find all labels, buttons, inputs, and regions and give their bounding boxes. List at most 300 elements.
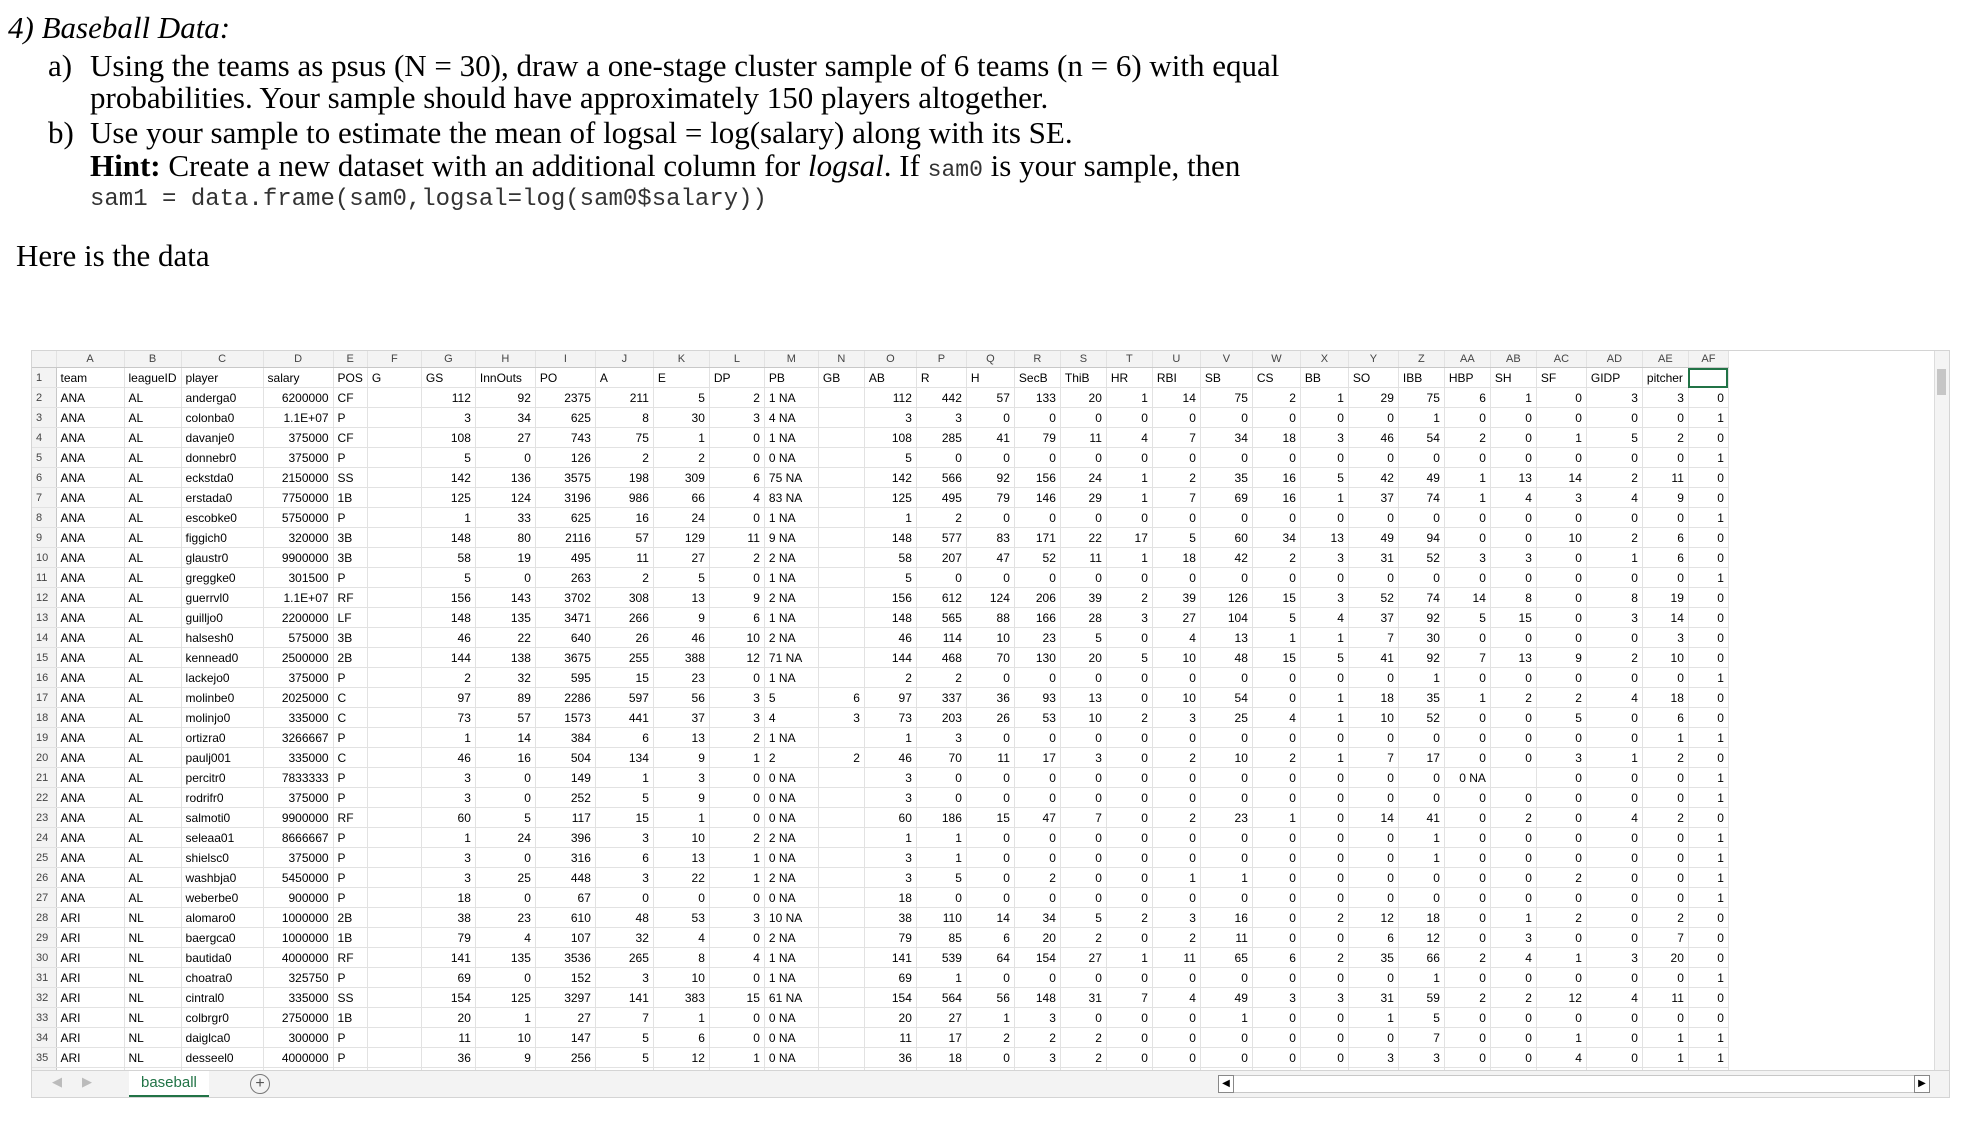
table-cell[interactable]: 375000 xyxy=(263,428,333,448)
table-cell[interactable]: 5 xyxy=(1300,648,1348,668)
table-cell[interactable]: colbrgr0 xyxy=(181,1008,263,1028)
table-cell[interactable]: 0 xyxy=(1490,508,1536,528)
table-cell[interactable]: 92 xyxy=(966,468,1014,488)
table-cell[interactable]: 0 xyxy=(1014,448,1060,468)
table-cell[interactable]: 255 xyxy=(595,648,653,668)
spreadsheet-grid[interactable] xyxy=(32,351,1729,1088)
table-cell[interactable]: 7750000 xyxy=(263,488,333,508)
table-cell[interactable]: 11 xyxy=(1642,988,1688,1008)
table-cell[interactable]: 564 xyxy=(916,988,966,1008)
table-cell[interactable]: AL xyxy=(124,868,181,888)
table-cell[interactable] xyxy=(367,908,421,928)
table-cell[interactable]: 3575 xyxy=(535,468,595,488)
table-cell[interactable]: daiglca0 xyxy=(181,1028,263,1048)
table-cell[interactable]: 141 xyxy=(421,948,475,968)
table-cell[interactable]: 0 xyxy=(966,788,1014,808)
table-cell[interactable]: 0 xyxy=(1014,568,1060,588)
table-cell[interactable]: 42 xyxy=(1200,548,1252,568)
table-cell[interactable]: 11 xyxy=(864,1028,916,1048)
table-cell[interactable]: 0 xyxy=(1490,408,1536,428)
table-cell[interactable]: 2116 xyxy=(535,528,595,548)
table-cell[interactable]: donnebr0 xyxy=(181,448,263,468)
table-cell[interactable]: 0 xyxy=(1252,908,1300,928)
table-cell[interactable]: 2 xyxy=(1490,988,1536,1008)
table-cell[interactable]: 1 xyxy=(966,1008,1014,1028)
table-cell[interactable]: colonba0 xyxy=(181,408,263,428)
table-cell[interactable]: 20 xyxy=(864,1008,916,1028)
table-cell[interactable]: 0 xyxy=(1252,828,1300,848)
table-cell[interactable]: 5 xyxy=(653,568,709,588)
table-cell[interactable]: 252 xyxy=(535,788,595,808)
table-cell[interactable]: 46 xyxy=(653,628,709,648)
row-number[interactable]: 31 xyxy=(32,968,56,988)
table-cell[interactable]: AL xyxy=(124,528,181,548)
table-cell[interactable]: 3B xyxy=(333,628,367,648)
table-cell[interactable]: ANA xyxy=(56,788,124,808)
table-cell[interactable]: 265 xyxy=(595,948,653,968)
table-cell[interactable]: 3 xyxy=(1586,388,1642,408)
table-cell[interactable]: 1 xyxy=(1490,908,1536,928)
table-cell[interactable] xyxy=(367,568,421,588)
table-cell[interactable]: halsesh0 xyxy=(181,628,263,648)
table-cell[interactable]: 0 xyxy=(709,768,764,788)
table-cell[interactable]: 0 xyxy=(1688,928,1728,948)
table-cell[interactable]: 141 xyxy=(864,948,916,968)
table-cell[interactable]: 10 xyxy=(653,828,709,848)
table-cell[interactable]: 0 xyxy=(1586,968,1642,988)
table-cell[interactable]: 2 xyxy=(1536,688,1586,708)
table-cell[interactable]: 577 xyxy=(916,528,966,548)
table-cell[interactable]: 0 xyxy=(1688,908,1728,928)
table-cell[interactable]: 0 xyxy=(1152,448,1200,468)
table-cell[interactable]: 0 xyxy=(1014,768,1060,788)
table-cell[interactable]: 22 xyxy=(475,628,535,648)
table-cell[interactable]: 79 xyxy=(421,928,475,948)
row-number[interactable]: 20 xyxy=(32,748,56,768)
table-cell[interactable]: 0 xyxy=(1348,828,1398,848)
table-cell[interactable]: 4 xyxy=(1586,988,1642,1008)
table-cell[interactable]: 16 xyxy=(475,748,535,768)
table-cell[interactable]: P xyxy=(333,448,367,468)
table-cell[interactable]: 83 NA xyxy=(764,488,818,508)
table-cell[interactable]: 0 xyxy=(1586,628,1642,648)
table-cell[interactable]: 8 xyxy=(653,948,709,968)
table-cell[interactable]: 6 xyxy=(1642,548,1688,568)
table-cell[interactable]: 11 xyxy=(421,1028,475,1048)
table-cell[interactable]: 0 xyxy=(1106,768,1152,788)
table-cell[interactable]: 0 xyxy=(709,668,764,688)
table-cell[interactable]: 0 xyxy=(1348,668,1398,688)
table-cell[interactable]: 0 xyxy=(1106,448,1152,468)
table-cell[interactable]: 495 xyxy=(535,548,595,568)
table-cell[interactable]: 0 xyxy=(1536,768,1586,788)
header-cell[interactable]: HBP xyxy=(1444,368,1490,388)
table-cell[interactable]: 114 xyxy=(916,628,966,648)
table-cell[interactable]: 3 xyxy=(1060,748,1106,768)
row-number[interactable]: 34 xyxy=(32,1028,56,1048)
table-cell[interactable]: 0 xyxy=(1252,848,1300,868)
table-cell[interactable]: 3 xyxy=(421,848,475,868)
table-cell[interactable]: 12 xyxy=(709,648,764,668)
table-cell[interactable]: 375000 xyxy=(263,448,333,468)
table-cell[interactable]: 1 xyxy=(653,1008,709,1028)
table-cell[interactable]: 0 xyxy=(1152,968,1200,988)
table-cell[interactable]: ANA xyxy=(56,668,124,688)
table-cell[interactable]: 3 xyxy=(1398,1048,1444,1068)
table-cell[interactable]: 2 xyxy=(1060,1028,1106,1048)
table-cell[interactable]: 0 xyxy=(1300,848,1348,868)
table-cell[interactable]: 0 xyxy=(1444,708,1490,728)
table-cell[interactable]: P xyxy=(333,408,367,428)
table-cell[interactable]: 2 NA xyxy=(764,628,818,648)
table-cell[interactable]: 2 xyxy=(1586,648,1642,668)
table-cell[interactable]: 1 xyxy=(1536,428,1586,448)
table-cell[interactable]: 0 xyxy=(1536,568,1586,588)
table-cell[interactable]: 59 xyxy=(1398,988,1444,1008)
table-cell[interactable]: 2 xyxy=(1536,908,1586,928)
table-cell[interactable]: 0 xyxy=(709,928,764,948)
table-cell[interactable]: 0 xyxy=(1060,568,1106,588)
table-cell[interactable]: 75 xyxy=(595,428,653,448)
table-cell[interactable] xyxy=(367,428,421,448)
table-cell[interactable]: 0 xyxy=(1252,928,1300,948)
table-cell[interactable]: 0 xyxy=(1106,668,1152,688)
table-cell[interactable]: 256 xyxy=(535,1048,595,1068)
table-cell[interactable]: 3 xyxy=(1300,548,1348,568)
table-cell[interactable]: ANA xyxy=(56,488,124,508)
table-cell[interactable]: 2 NA xyxy=(764,548,818,568)
table-cell[interactable]: 17 xyxy=(1398,748,1444,768)
table-cell[interactable]: 10 xyxy=(1152,648,1200,668)
table-cell[interactable]: 67 xyxy=(535,888,595,908)
table-cell[interactable]: 0 xyxy=(1536,808,1586,828)
table-cell[interactable]: 97 xyxy=(864,688,916,708)
table-cell[interactable]: 0 xyxy=(1398,768,1444,788)
table-cell[interactable]: 14 xyxy=(1536,468,1586,488)
table-cell[interactable]: 1 xyxy=(1688,448,1728,468)
table-cell[interactable]: AL xyxy=(124,788,181,808)
table-cell[interactable] xyxy=(367,1028,421,1048)
table-cell[interactable]: CF xyxy=(333,428,367,448)
table-cell[interactable]: 1.1E+07 xyxy=(263,408,333,428)
table-cell[interactable]: 0 xyxy=(966,408,1014,428)
table-cell[interactable]: 0 xyxy=(1106,688,1152,708)
table-cell[interactable]: 18 xyxy=(916,1048,966,1068)
table-cell[interactable]: 1 xyxy=(653,808,709,828)
table-cell[interactable]: 1 xyxy=(1200,868,1252,888)
table-cell[interactable]: 0 xyxy=(709,968,764,988)
table-cell[interactable]: 2 xyxy=(1300,948,1348,968)
table-cell[interactable] xyxy=(818,848,864,868)
table-cell[interactable]: 0 xyxy=(1490,968,1536,988)
table-cell[interactable]: 73 xyxy=(421,708,475,728)
table-cell[interactable]: 539 xyxy=(916,948,966,968)
table-cell[interactable]: 5 xyxy=(1106,648,1152,668)
table-cell[interactable]: 147 xyxy=(535,1028,595,1048)
table-cell[interactable]: ANA xyxy=(56,628,124,648)
scroll-right-icon[interactable]: ▶ xyxy=(1914,1075,1930,1093)
table-cell[interactable]: 0 xyxy=(1106,808,1152,828)
table-cell[interactable]: 2 xyxy=(1444,948,1490,968)
table-cell[interactable]: 4 xyxy=(1586,808,1642,828)
table-cell[interactable]: 4000000 xyxy=(263,948,333,968)
table-cell[interactable]: 0 xyxy=(1348,508,1398,528)
table-cell[interactable]: 625 xyxy=(535,408,595,428)
row-number[interactable]: 3 xyxy=(32,408,56,428)
table-cell[interactable]: 335000 xyxy=(263,988,333,1008)
table-cell[interactable]: 22 xyxy=(1060,528,1106,548)
table-cell[interactable]: 12 xyxy=(1536,988,1586,1008)
table-cell[interactable]: 0 xyxy=(1586,568,1642,588)
table-cell[interactable]: 1 xyxy=(1688,508,1728,528)
table-cell[interactable]: 0 xyxy=(1106,508,1152,528)
table-cell[interactable]: 5 xyxy=(1060,908,1106,928)
table-cell[interactable]: 0 xyxy=(1252,768,1300,788)
header-cell[interactable]: SB xyxy=(1200,368,1252,388)
table-cell[interactable]: 171 xyxy=(1014,528,1060,548)
table-cell[interactable]: 0 xyxy=(1490,748,1536,768)
table-cell[interactable]: 110 xyxy=(916,908,966,928)
table-cell[interactable] xyxy=(367,408,421,428)
table-cell[interactable]: shielsc0 xyxy=(181,848,263,868)
table-cell[interactable]: 12 xyxy=(1348,908,1398,928)
table-cell[interactable]: 0 xyxy=(1252,688,1300,708)
table-cell[interactable]: 15 xyxy=(1252,588,1300,608)
table-cell[interactable]: 1 xyxy=(1586,548,1642,568)
table-cell[interactable]: 39 xyxy=(1152,588,1200,608)
table-cell[interactable]: 0 xyxy=(1490,448,1536,468)
table-cell[interactable]: 2 xyxy=(764,748,818,768)
table-cell[interactable]: 65 xyxy=(1200,948,1252,968)
row-number[interactable]: 12 xyxy=(32,588,56,608)
table-cell[interactable]: 144 xyxy=(864,648,916,668)
table-cell[interactable]: 4000000 xyxy=(263,1048,333,1068)
table-cell[interactable]: 148 xyxy=(1014,988,1060,1008)
table-cell[interactable] xyxy=(1490,768,1536,788)
table-cell[interactable]: 0 xyxy=(1536,448,1586,468)
row-number[interactable]: 2 xyxy=(32,388,56,408)
table-cell[interactable]: 0 xyxy=(1536,628,1586,648)
table-cell[interactable]: lackejo0 xyxy=(181,668,263,688)
table-cell[interactable]: 5450000 xyxy=(263,868,333,888)
table-cell[interactable]: 309 xyxy=(653,468,709,488)
table-cell[interactable]: 10 xyxy=(1152,688,1200,708)
table-cell[interactable]: 1573 xyxy=(535,708,595,728)
table-cell[interactable]: 0 xyxy=(1490,1028,1536,1048)
table-cell[interactable]: 3 xyxy=(1536,748,1586,768)
table-cell[interactable]: 41 xyxy=(1398,808,1444,828)
table-cell[interactable]: 0 xyxy=(916,768,966,788)
table-cell[interactable]: 8 xyxy=(1586,588,1642,608)
table-cell[interactable]: 5 xyxy=(475,808,535,828)
table-cell[interactable]: P xyxy=(333,848,367,868)
table-cell[interactable]: 0 xyxy=(1300,868,1348,888)
table-cell[interactable]: 0 xyxy=(1586,408,1642,428)
table-cell[interactable]: 1 xyxy=(1642,1028,1688,1048)
table-cell[interactable]: AL xyxy=(124,408,181,428)
table-cell[interactable]: 1 xyxy=(1586,748,1642,768)
table-cell[interactable]: 107 xyxy=(535,928,595,948)
table-cell[interactable]: 156 xyxy=(1014,468,1060,488)
table-cell[interactable]: 2 xyxy=(818,748,864,768)
table-cell[interactable]: 0 xyxy=(709,428,764,448)
table-cell[interactable]: 0 xyxy=(1688,548,1728,568)
table-cell[interactable]: 60 xyxy=(864,808,916,828)
table-cell[interactable]: baergca0 xyxy=(181,928,263,948)
table-cell[interactable]: 48 xyxy=(595,908,653,928)
table-cell[interactable]: 3 xyxy=(709,688,764,708)
table-cell[interactable]: 0 xyxy=(653,888,709,908)
table-cell[interactable]: 0 xyxy=(1152,888,1200,908)
table-cell[interactable]: 3 xyxy=(1586,608,1642,628)
table-cell[interactable]: 54 xyxy=(1200,688,1252,708)
table-cell[interactable]: 0 NA xyxy=(764,1008,818,1028)
row-number[interactable]: 24 xyxy=(32,828,56,848)
table-cell[interactable]: 0 xyxy=(1200,888,1252,908)
table-cell[interactable] xyxy=(367,808,421,828)
table-cell[interactable]: 0 xyxy=(966,828,1014,848)
table-cell[interactable]: 3B xyxy=(333,548,367,568)
table-cell[interactable]: 0 xyxy=(1252,788,1300,808)
table-cell[interactable]: 0 xyxy=(1688,608,1728,628)
table-cell[interactable]: 3 xyxy=(421,788,475,808)
table-cell[interactable]: 5 xyxy=(864,448,916,468)
table-cell[interactable]: 2 xyxy=(1014,868,1060,888)
table-cell[interactable]: 54 xyxy=(1398,428,1444,448)
table-cell[interactable]: NL xyxy=(124,908,181,928)
table-cell[interactable]: 2 xyxy=(1106,908,1152,928)
table-cell[interactable]: 149 xyxy=(535,768,595,788)
table-cell[interactable]: 0 xyxy=(1444,528,1490,548)
table-cell[interactable]: 69 xyxy=(421,968,475,988)
table-cell[interactable]: 1 NA xyxy=(764,568,818,588)
table-cell[interactable]: 1 xyxy=(916,968,966,988)
table-cell[interactable]: 0 xyxy=(1586,848,1642,868)
table-cell[interactable]: SS xyxy=(333,468,367,488)
table-cell[interactable]: 388 xyxy=(653,648,709,668)
table-cell[interactable] xyxy=(818,1008,864,1028)
table-cell[interactable]: 3 xyxy=(1300,988,1348,1008)
table-cell[interactable]: 3 xyxy=(1444,548,1490,568)
table-cell[interactable] xyxy=(818,828,864,848)
table-cell[interactable]: 0 xyxy=(1586,1048,1642,1068)
table-cell[interactable]: 1 xyxy=(421,508,475,528)
table-cell[interactable]: 1 xyxy=(1106,488,1152,508)
table-cell[interactable]: 0 xyxy=(1536,588,1586,608)
table-cell[interactable] xyxy=(818,608,864,628)
table-cell[interactable]: 2 xyxy=(709,548,764,568)
table-cell[interactable]: 108 xyxy=(864,428,916,448)
table-cell[interactable]: 108 xyxy=(421,428,475,448)
table-cell[interactable]: 61 NA xyxy=(764,988,818,1008)
table-cell[interactable]: 0 xyxy=(1300,728,1348,748)
table-cell[interactable]: 1 xyxy=(1688,868,1728,888)
row-number[interactable]: 10 xyxy=(32,548,56,568)
table-cell[interactable]: 126 xyxy=(1200,588,1252,608)
table-cell[interactable]: 0 xyxy=(1106,748,1152,768)
table-cell[interactable]: 9 xyxy=(653,608,709,628)
table-cell[interactable]: 130 xyxy=(1014,648,1060,668)
table-cell[interactable]: NL xyxy=(124,1048,181,1068)
table-cell[interactable]: 148 xyxy=(421,608,475,628)
table-cell[interactable]: 0 xyxy=(1536,788,1586,808)
table-cell[interactable]: 148 xyxy=(864,528,916,548)
table-cell[interactable]: 11 xyxy=(595,548,653,568)
table-cell[interactable]: 0 xyxy=(1536,608,1586,628)
table-cell[interactable]: 143 xyxy=(475,588,535,608)
table-cell[interactable]: 442 xyxy=(916,388,966,408)
column-letter[interactable]: X xyxy=(1300,351,1348,368)
table-cell[interactable]: 14 xyxy=(966,908,1014,928)
table-cell[interactable]: 52 xyxy=(1014,548,1060,568)
table-cell[interactable]: AL xyxy=(124,608,181,628)
table-cell[interactable]: LF xyxy=(333,608,367,628)
table-cell[interactable] xyxy=(818,388,864,408)
vertical-scroll-thumb[interactable] xyxy=(1937,369,1946,395)
table-cell[interactable]: 3 xyxy=(916,728,966,748)
table-cell[interactable] xyxy=(818,408,864,428)
header-cell[interactable]: CS xyxy=(1252,368,1300,388)
table-cell[interactable]: 0 xyxy=(1060,848,1106,868)
table-cell[interactable]: 0 xyxy=(1200,408,1252,428)
table-cell[interactable]: 0 NA xyxy=(764,1028,818,1048)
header-cell[interactable]: POS xyxy=(333,368,367,388)
table-cell[interactable]: 0 xyxy=(1444,628,1490,648)
table-cell[interactable]: 0 NA xyxy=(764,788,818,808)
table-cell[interactable]: 0 xyxy=(1152,768,1200,788)
table-cell[interactable]: 3 xyxy=(709,708,764,728)
table-cell[interactable]: 1 xyxy=(1252,808,1300,828)
table-cell[interactable]: 0 xyxy=(1490,1048,1536,1068)
column-letter[interactable]: D xyxy=(263,351,333,368)
table-cell[interactable]: 124 xyxy=(475,488,535,508)
table-cell[interactable]: 0 xyxy=(1586,868,1642,888)
table-cell[interactable]: 0 xyxy=(1252,728,1300,748)
table-cell[interactable]: 17 xyxy=(916,1028,966,1048)
table-cell[interactable]: 0 xyxy=(966,1048,1014,1068)
table-cell[interactable] xyxy=(818,468,864,488)
table-cell[interactable]: 335000 xyxy=(263,708,333,728)
table-cell[interactable]: 0 xyxy=(1060,828,1106,848)
table-cell[interactable]: 133 xyxy=(1014,388,1060,408)
table-cell[interactable]: 0 NA xyxy=(764,808,818,828)
column-letter[interactable]: V xyxy=(1200,351,1252,368)
table-cell[interactable]: ANA xyxy=(56,768,124,788)
table-cell[interactable]: 2 xyxy=(421,668,475,688)
table-cell[interactable]: 0 xyxy=(1444,508,1490,528)
table-cell[interactable]: 4 xyxy=(1536,1048,1586,1068)
table-cell[interactable]: 0 xyxy=(1106,568,1152,588)
table-cell[interactable]: 5 xyxy=(1060,628,1106,648)
table-cell[interactable]: 46 xyxy=(864,628,916,648)
table-cell[interactable]: 0 xyxy=(1688,1008,1728,1028)
table-cell[interactable]: 0 xyxy=(1060,968,1106,988)
table-cell[interactable]: 4 xyxy=(475,928,535,948)
table-cell[interactable]: 7 xyxy=(1152,428,1200,448)
table-cell[interactable]: 337 xyxy=(916,688,966,708)
table-cell[interactable]: 89 xyxy=(475,688,535,708)
table-cell[interactable]: 18 xyxy=(1348,688,1398,708)
table-cell[interactable]: 0 xyxy=(1444,968,1490,988)
table-cell[interactable]: 3 xyxy=(595,868,653,888)
row-number[interactable]: 5 xyxy=(32,448,56,468)
table-cell[interactable]: 0 xyxy=(1444,1048,1490,1068)
table-cell[interactable]: 0 xyxy=(709,508,764,528)
table-cell[interactable]: 0 xyxy=(1014,668,1060,688)
table-cell[interactable]: 13 xyxy=(1300,528,1348,548)
table-cell[interactable]: 154 xyxy=(864,988,916,1008)
table-cell[interactable]: 2286 xyxy=(535,688,595,708)
